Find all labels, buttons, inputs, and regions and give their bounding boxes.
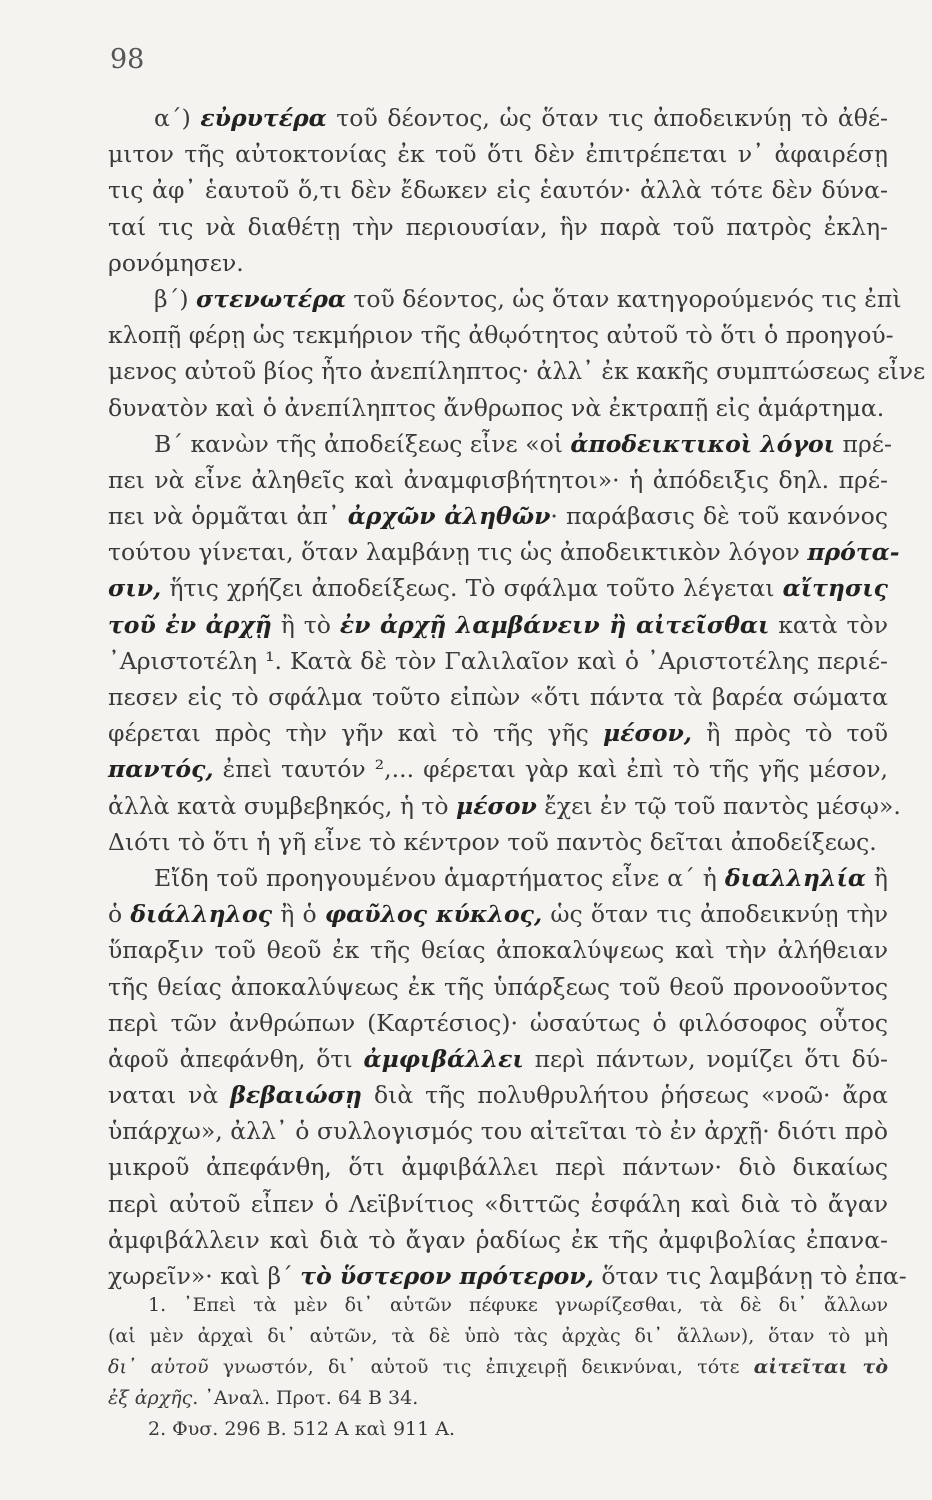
text-run: διὰ τῆς πολυθρυλήτου ῥήσεως «νοῶ· ἄρα [362, 1081, 888, 1110]
emphasized-term: διαλληλία [724, 863, 866, 892]
text-run: χωρεῖν»· καὶ β΄ [108, 1262, 301, 1290]
text-run: ἢ [865, 863, 888, 892]
emphasized-term: αἰτεῖται τὸ [753, 1356, 888, 1378]
emphasized-term: τοῦ ἐν ἀρχῇ [108, 610, 272, 639]
text-run: ἔχει ἐν τῷ τοῦ παντὸς μέσῳ». [536, 791, 901, 820]
footnote-line [108, 1321, 888, 1352]
text-line [108, 607, 888, 643]
text-run: ἀφοῦ ἀπεφάνθη, ὅτι [108, 1044, 364, 1073]
text-run: ὕπαρξιν τοῦ θεοῦ ἐκ τῆς θείας ἀποκαλύψεως καὶ τὴν ἀλήθειαν [108, 936, 888, 965]
text-run: κατὰ τὸν [769, 610, 888, 639]
text-run: ὑπάρχω», ἀλλ᾽ ὁ συλλογισμός του αἰτεῖται τὸ ἐν ἀρχῇ· διότι πρὸ [108, 1117, 888, 1146]
text-run: (αἱ μὲν ἀρχαὶ δι᾽ αὑτῶν, τὰ δὲ ὑπὸ τὰς ἀρχὰς δι᾽ ἄλλων), ὅταν τὸ μὴ [108, 1325, 888, 1347]
text-run: β΄) [154, 284, 196, 313]
text-run: ρονόμησεν. [108, 248, 244, 277]
text-line [108, 100, 888, 136]
emphasized-term: ἀμφιβάλλει [363, 1044, 524, 1073]
text-run: περὶ αὐτοῦ εἶπεν ὁ Λεϊβνίτιος «διττῶς ἐσφάλη καὶ διὰ τὸ ἄγαν [108, 1189, 888, 1218]
text-line [108, 1077, 888, 1113]
text-run: 2. Φυσ. 296 Β. 512 Α καὶ 911 Α. [148, 1418, 456, 1440]
text-run: Διότι τὸ ὅτι ἡ γῆ εἶνε τὸ κέντρον τοῦ παντὸς δεῖται ἀποδείξεως. [108, 827, 877, 856]
emphasized-term: φαῦλος κύκλος, [324, 900, 543, 929]
text-line [108, 209, 888, 245]
text-line [108, 498, 888, 534]
text-run: ναται νὰ [108, 1081, 231, 1110]
emphasized-term: μέσον [456, 791, 537, 820]
text-line [108, 534, 900, 570]
text-run: ἀμφιβάλλειν καὶ διὰ τὸ ἄγαν ῥαδίως ἐκ τῆς ἀμφιβολίας ἐπανα- [108, 1225, 888, 1254]
text-line [108, 932, 888, 968]
text-run: πει νὰ εἶνε ἀληθεῖς καὶ ἀναμφισβήτητοι»· ἡ ἀπόδειξις δηλ. πρέ- [108, 465, 888, 494]
text-line [108, 172, 888, 208]
text-line [108, 788, 901, 824]
emphasized-term: πρότα- [807, 538, 900, 567]
text-line [108, 136, 888, 172]
text-line [108, 715, 888, 751]
text-run: γνωστόν, δι᾽ αὑτοῦ τις ἐπιχειρῇ δεικνύναι, τότε [208, 1356, 754, 1378]
text-run: ὅταν τις λαμβάνῃ τὸ ἐπα- [593, 1262, 907, 1290]
text-run: φέρεται πρὸς τὴν γῆν καὶ τὸ τῆς γῆς [108, 719, 604, 748]
emphasized-term: αἴτησις [782, 574, 888, 603]
text-run: τῆς θείας ἀποκαλύψεως ἐκ τῆς ὑπάρξεως τοῦ θεοῦ προνοοῦντος [108, 972, 888, 1001]
emphasized-term: ἐν ἀρχῇ λαμβάνειν ἢ αἰτεῖσθαι [339, 610, 770, 639]
emphasized-term: σιν, [108, 574, 162, 603]
text-line [108, 317, 894, 353]
text-run: ἐπεὶ ταυτόν ²,... φέρεται γὰρ καὶ ἐπὶ τὸ τῆς γῆς μέσον, [213, 755, 888, 784]
text-run: μικροῦ ἀπεφάνθη, ὅτι ἀμφιβάλλει περὶ πάντων· διὸ δικαίως [108, 1153, 888, 1182]
emphasized-term: εὐρυτέρα [200, 104, 327, 132]
emphasized-term: βεβαιώσῃ [230, 1081, 363, 1110]
emphasized-term: ἀρχῶν ἀληθῶν [347, 502, 551, 531]
text-run: ὡς ὅταν τις ἀποδεικνύῃ τὴν [542, 900, 888, 929]
emphasized-term: τὸ ὕστερον πρότερον, [300, 1262, 594, 1290]
text-line [108, 643, 888, 679]
text-run: Β΄ κανὼν τῆς ἀποδείξεως εἶνε «οἱ [154, 429, 571, 458]
text-run: ταί τις νὰ διαθέτῃ τὴν περιουσίαν, ἣν παρὰ τοῦ πατρὸς ἐκλη- [108, 212, 888, 241]
emphasized-term: παντός, [108, 755, 214, 784]
text-line [108, 860, 888, 896]
body-text [108, 100, 926, 1294]
text-run: τοῦ δέοντος, ὡς ὅταν τις ἀποδεικνύῃ τὸ ἀθέ- [326, 104, 888, 132]
text-run: ἢ ὁ [272, 900, 325, 929]
text-run: τις ἀφ᾽ ἑαυτοῦ ὅ,τι δὲν ἔδωκεν εἰς ἑαυτόν· ἀλλὰ τότε δὲν δύνα- [108, 176, 888, 205]
text-line [108, 1149, 888, 1185]
emphasized-term: διάλληλος [130, 900, 273, 929]
emphasized-term: στενωτέρα [195, 284, 346, 313]
text-run: πρέ- [835, 429, 892, 458]
footnotes [108, 1290, 888, 1445]
text-line [108, 1222, 888, 1258]
text-line [108, 1005, 888, 1041]
text-run: α΄) [154, 104, 201, 132]
text-run: μιτον τῆς αὐτοκτονίας ἐκ τοῦ ὅτι δὲν ἐπιτρέπεται ν᾽ ἀφαιρέσῃ [108, 140, 888, 169]
text-run: τούτου γίνεται, ὅταν λαμβάνῃ τις ὡς ἀποδεικτικὸν λόγον [108, 538, 808, 567]
text-run: ἀλλὰ κατὰ συμβεβηκός, ἡ τὸ [108, 791, 457, 820]
text-run: δυνατὸν καὶ ὁ ἀνεπίληπτος ἄνθρωπος νὰ ἐκτραπῇ εἰς ἁμάρτημα. [108, 393, 885, 422]
emphasized-term: μέσον, [603, 719, 692, 748]
text-run: Εἴδη τοῦ προηγουμένου ἁμαρτήματος εἶνε α΄ ἡ [154, 863, 725, 892]
text-run: τοῦ δέοντος, ὡς ὅταν κατηγορούμενός τις ἐπὶ [345, 284, 902, 313]
text-line [108, 245, 888, 281]
text-line [108, 1258, 907, 1294]
text-run: κλοπῇ φέρῃ ὡς τεκμήριον τῆς ἀθῳότητος αὐτοῦ τὸ ὅτι ὁ προηγού- [108, 321, 894, 350]
text-run: . ᾽Αναλ. Προτ. 64 Β 34. [192, 1387, 419, 1409]
text-run: μενος αὐτοῦ βίος ἦτο ἀνεπίληπτος· ἀλλ᾽ ἐκ κακῆς συμπτώσεως εἶνε [108, 357, 926, 386]
text-line [108, 462, 888, 498]
footnote-line [108, 1290, 888, 1321]
text-line [108, 1186, 888, 1222]
text-run: ὁ [108, 900, 131, 929]
text-run: ἢ τὸ [271, 610, 340, 639]
text-line [108, 824, 888, 860]
text-line [108, 969, 888, 1005]
text-run: · παράβασις δὲ τοῦ κανόνος [550, 502, 888, 531]
footnote-line [108, 1383, 888, 1414]
text-run: πει νὰ ὁρμᾶται ἀπ᾽ [108, 502, 348, 531]
text-line [108, 281, 902, 317]
text-run: ἢ πρὸς τὸ τοῦ [692, 719, 888, 748]
italic-term: δι᾽ αὑτοῦ [108, 1356, 209, 1378]
text-line [108, 679, 888, 715]
text-run: ἥτις χρήζει ἀποδείξεως. Τὸ σφάλμα τοῦτο λέγεται [161, 574, 783, 603]
text-line [108, 751, 888, 787]
text-line [108, 570, 888, 606]
text-line [108, 1041, 888, 1077]
page-number: 98 [110, 44, 145, 75]
footnote-line [108, 1414, 888, 1445]
text-line [108, 353, 926, 389]
text-run: περὶ πάντων, νομίζει ὅτι δύ- [523, 1044, 888, 1073]
italic-term: ἐξ ἀρχῆς [108, 1387, 193, 1409]
emphasized-term: ἀποδεικτικοὶ λόγοι [570, 429, 836, 458]
text-run: πεσεν εἰς τὸ σφάλμα τοῦτο εἰπὼν «ὅτι πάντα τὰ βαρέα σώματα [108, 683, 888, 711]
text-run: ᾽Αριστοτέλη ¹. Κατὰ δὲ τὸν Γαλιλαῖον καὶ ὁ ᾽Αριστοτέλης περιέ- [108, 646, 888, 675]
text-line [108, 426, 892, 462]
text-line [108, 390, 888, 426]
text-run: 1. ᾽Επεὶ τὰ μὲν δι᾽ αὑτῶν πέφυκε γνωρίζεσθαι, τὰ δὲ δι᾽ ἄλλων [148, 1294, 888, 1316]
text-line [108, 896, 888, 932]
footnote-line [108, 1352, 888, 1383]
text-run: περὶ τῶν ἀνθρώπων (Καρτέσιος)· ὡσαύτως ὁ φιλόσοφος οὗτος [108, 1008, 888, 1037]
text-line [108, 1113, 888, 1149]
